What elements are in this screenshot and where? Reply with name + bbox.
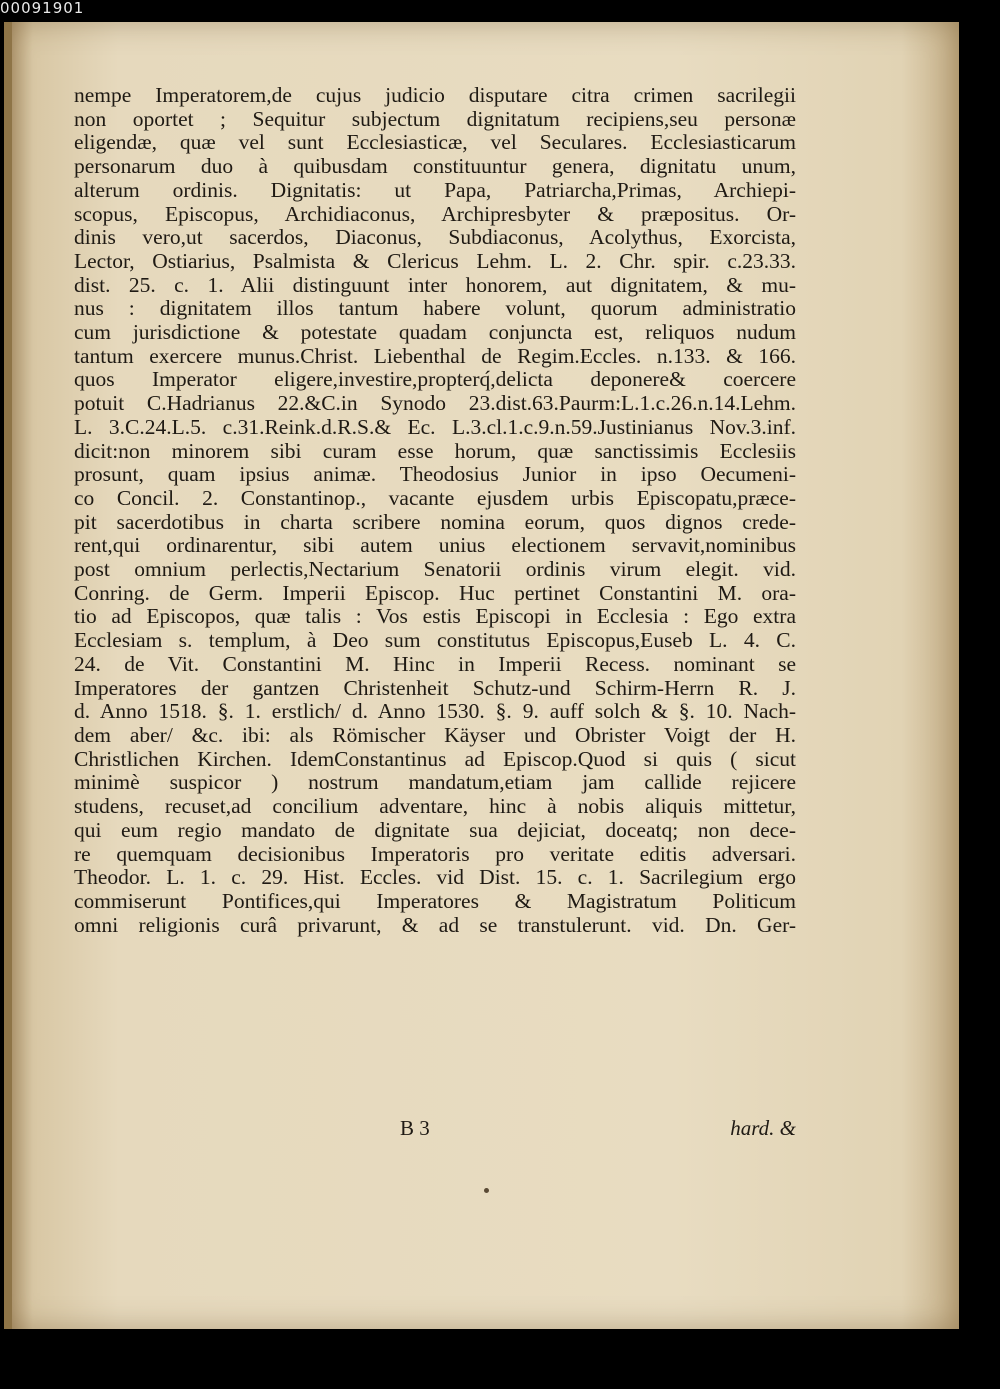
text-line: omni religionis curâ privarunt, & ad se transtulerunt. vid. Dn. Ger- (74, 912, 796, 937)
text-line: re quemquam decisionibus Imperatoris pro veritate editis adversari. (74, 841, 796, 866)
text-line: cum jurisdictione & potestate quadam conjuncta est, reliquos nudum (74, 320, 796, 345)
text-line: tantum exercere munus.Christ. Liebenthal de Regim.Eccles. n.133. & 166. (74, 343, 796, 368)
text-line: dicit:non minorem sibi curam esse horum, quæ sanctissimis Ecclesiis (74, 438, 796, 463)
text-line: co Concil. 2. Constantinop., vacante ejusdem urbis Episcopatu,præce- (74, 485, 796, 510)
text-line: alterum ordinis. Dignitatis: ut Papa, Patriarcha,Primas, Archiepi- (74, 177, 796, 202)
text-line: Lector, Ostiarius, Psalmista & Clericus Lehm. L. 2. Chr. spir. c.23.33. (74, 248, 796, 273)
text-line: dem aber/ &c. ibi: als Römischer Käyser und Obrister Voigt der H. (74, 722, 796, 747)
text-line: commiserunt Pontifices,qui Imperatores & Magistratum Politicum (74, 888, 796, 913)
text-line: tio ad Episcopos, quæ talis : Vos estis Episcopi in Ecclesia : Ego extra (74, 604, 796, 629)
text-line: L. 3.C.24.L.5. c.31.Reink.d.R.S.& Ec. L.3.cl.1.c.9.n.59.Justinianus Nov.3.inf. (74, 414, 796, 439)
text-line: minimè suspicor ) nostrum mandatum,etiam jam callide rejicere (74, 770, 796, 795)
text-line: nus : dignitatem illos tantum habere volunt, quorum administratio (74, 296, 796, 321)
text-line: personarum duo à quibusdam constituuntur genera, dignitatu unum, (74, 154, 796, 179)
text-line: Christlichen Kirchen. IdemConstantinus ad Episcop.Quod si quis ( sicut (74, 746, 796, 771)
text-line: dinis vero,ut sacerdos, Diaconus, Subdiaconus, Acolythus, Exorcista, (74, 225, 796, 250)
signature-mark: B 3 (400, 1116, 430, 1140)
text-line: studens, recuset,ad concilium adventare, hinc à nobis aliquis mittetur, (74, 794, 796, 819)
text-line: nempe Imperatorem,de cujus judicio disputare citra crimen sacrilegii (74, 83, 796, 107)
text-line: pit sacerdotibus in charta scribere nomina eorum, quos dignos crede- (74, 509, 796, 534)
catchword: hard. & (730, 1116, 796, 1140)
text-line: qui eum regio mandato de dignitate sua dejiciat, doceatq; non dece- (74, 817, 796, 842)
text-line: prosunt, quam ipsius animæ. Theodosius Junior in ipso Oecumeni- (74, 462, 796, 487)
scan-id-label: 00091901 (0, 0, 85, 17)
ink-spot (484, 1188, 489, 1193)
text-line: quos Imperator eligere,investire,propterq́,delicta deponere& coercere (74, 367, 796, 392)
text-line: post omnium perlectis,Nectarium Senatorii ordinis virum elegit. vid. (74, 557, 796, 582)
text-line: rent,qui ordinarentur, sibi autem unius electionem servavit,nominibus (74, 533, 796, 558)
text-line: dist. 25. c. 1. Alii distinguunt inter honorem, aut dignitatem, & mu- (74, 272, 796, 297)
text-line: Theodor. L. 1. c. 29. Hist. Eccles. vid Dist. 15. c. 1. Sacrilegium ergo (74, 865, 796, 890)
page-edge (4, 22, 12, 1329)
text-line: scopus, Episcopus, Archidiaconus, Archipresbyter & præpositus. Or- (74, 201, 796, 226)
text-line: 24. de Vit. Constantini M. Hinc in Imperii Recess. nominant se (74, 651, 796, 676)
text-line: d. Anno 1518. §. 1. erstlich/ d. Anno 1530. §. 9. auff solch & §. 10. Nach- (74, 699, 796, 724)
body-text (74, 84, 796, 937)
text-line: eligendæ, quæ vel sunt Ecclesiasticæ, vel Seculares. Ecclesiasticarum (74, 130, 796, 155)
text-line: non oportet ; Sequitur subjectum dignitatum recipiens,seu personæ (74, 106, 796, 131)
text-line: potuit C.Hadrianus 22.&C.in Synodo 23.dist.63.Paurm:L.1.c.26.n.14.Lehm. (74, 391, 796, 416)
page-footer (74, 1116, 796, 1142)
text-line: Conring. de Germ. Imperii Episcop. Huc pertinet Constantini M. ora- (74, 580, 796, 605)
text-line: Ecclesiam s. templum, à Deo sum constitutus Episcopus,Euseb L. 4. C. (74, 628, 796, 653)
text-line: Imperatores der gantzen Christenheit Schutz-und Schirm-Herrn R. J. (74, 675, 796, 700)
